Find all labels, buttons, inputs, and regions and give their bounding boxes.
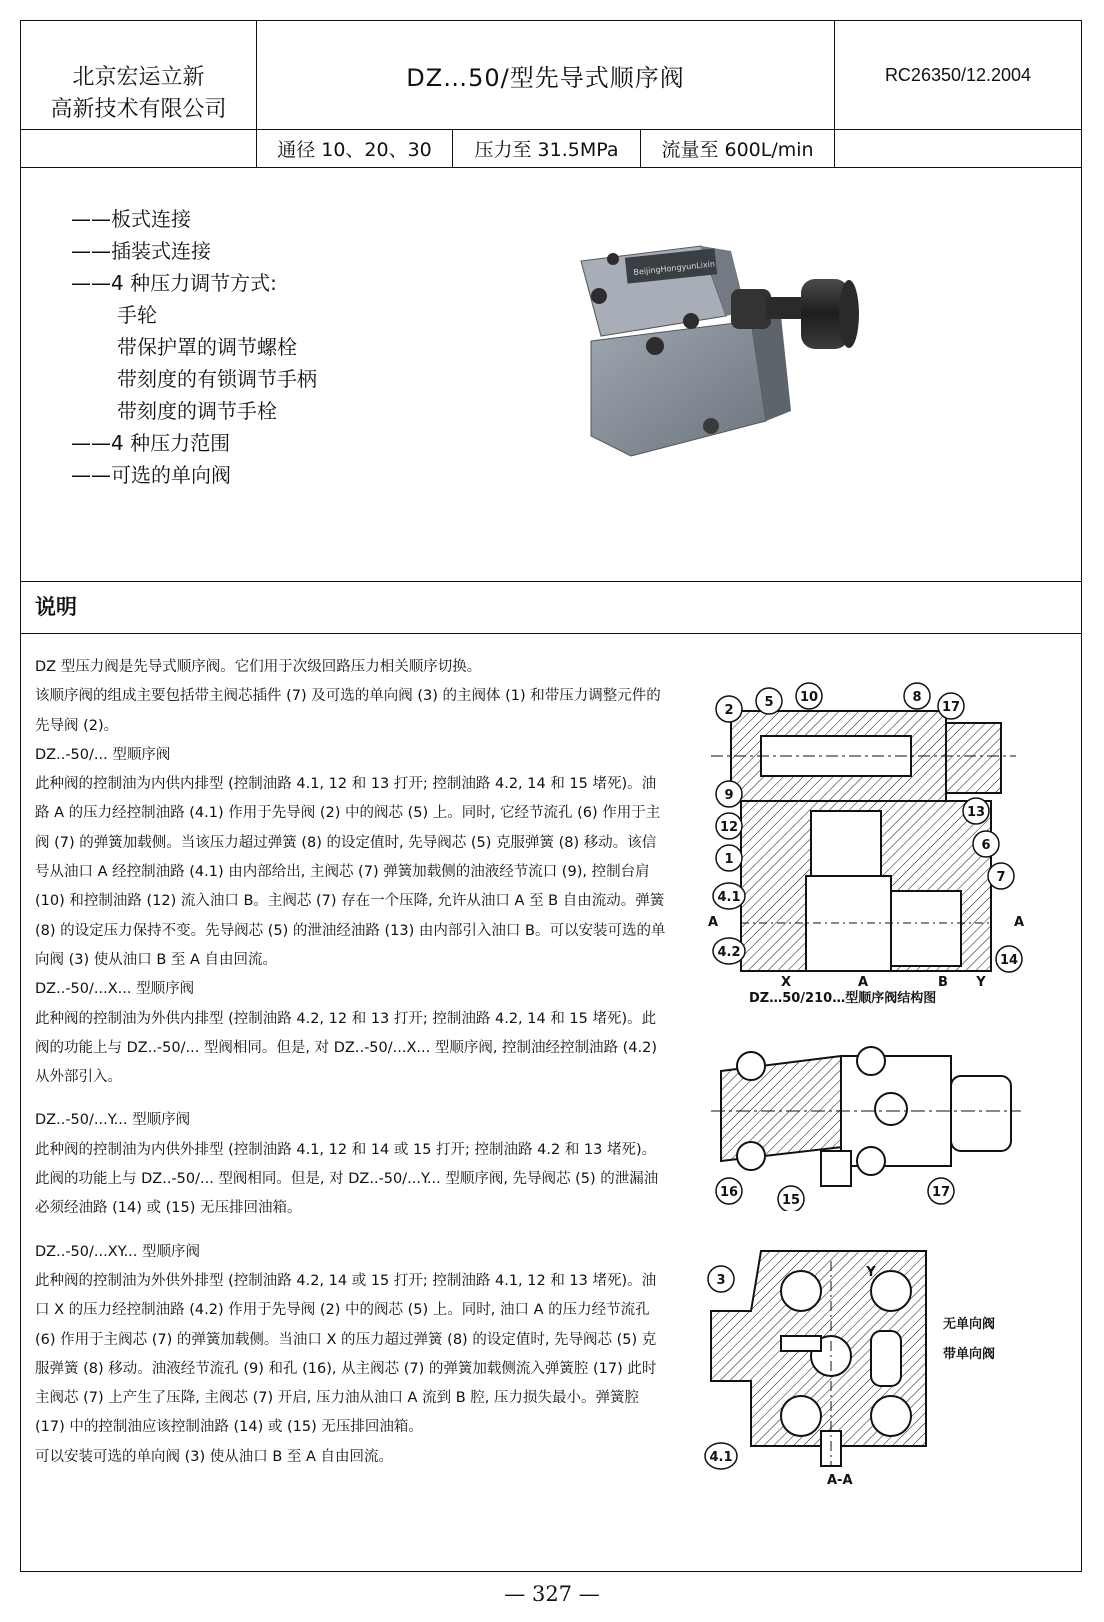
callout: 7: [996, 870, 1006, 885]
paragraph: 此种阀的控制油为内供内排型 (控制油路 4.1, 12 和 13 打开; 控制油路 4.2, 14 和 15 堵死)。油路 A 的压力经控制油路 (4.1) 作用于先导阀 (2) 中的阀芯 (5) 上。同时, 它经节流孔 (6) 作用于主阀 (7) 的弹簧加载侧。当该压力超过弹簧 (8) 的设定值时, 先导阀芯 (5) 克服弹簧 (8) 移动。该信号从油口 A 经控制油路 (4.1) 由内部给出, 主阀芯 (7) 弹簧加载侧的油液经节流口 (9), 控制台肩 (10) 和控制油路 (12) 流入油口 B。主阀芯 (7) 存在一个压降, 允许从油口 A 至 B 自由流动。弹簧 (8) 的设定压力保持不变。先导阀芯 (5) 的泄油经油路 (13) 由内部引入油口 B。可以安装可选的单向阀 (3) 使从油口 B 至 A 自由回流。: [35, 776, 666, 968]
callout: 14: [999, 953, 1019, 968]
paragraph: 此种阀的控制油为外供内排型 (控制油路 4.2, 12 和 13 打开; 控制油路 4.2, 14 和 15 堵死)。此阀的功能上与 DZ..-50/... 型阀相同。但是, 对 DZ..-50/...X... 型顺序阀, 控制油经控制油路 (4.2) 从外部引入。: [35, 1010, 658, 1086]
company-line2: 高新技术有限公司: [50, 97, 227, 122]
callout: 15: [781, 1193, 801, 1208]
callout: 4.2: [717, 945, 741, 960]
subheading: DZ..-50/...X... 型顺序阀: [35, 981, 195, 998]
callout: 13: [966, 805, 986, 820]
callout: 17: [941, 700, 961, 715]
spec-bore: 通径 10、20、30: [257, 129, 453, 167]
feature-item: ——板式连接: [71, 207, 191, 231]
section-divider-top: [21, 581, 1081, 582]
feature-subitem: 手轮: [117, 303, 157, 327]
spec-flow: 流量至 600L/min: [641, 129, 835, 167]
paragraph: 可以安装可选的单向阀 (3) 使从油口 B 至 A 自由回流。: [35, 1448, 394, 1465]
paragraph: 该顺序阀的组成主要包括带主阀芯插件 (7) 及可选的单向阀 (3) 的主阀体 (1) 和带压力调整元件的先导阀 (2)。: [35, 688, 661, 734]
feature-subitem: 带刻度的有锁调节手柄: [117, 367, 317, 391]
valve-photo: [551, 221, 881, 471]
paragraph: 此种阀的控制油为内供外排型 (控制油路 4.1, 12 和 14 或 15 打开; 控制油路 4.2 和 13 堵死)。此阀的功能上与 DZ..-50/... 型阀相同。但是, 对 DZ..-50/...Y... 型顺序阀, 先导阀芯 (5) 的泄漏油必须经油路 (14) 或 (15) 无压排回油箱。: [35, 1141, 659, 1217]
feature-list: [71, 203, 317, 491]
callout: 17: [931, 1185, 951, 1200]
feature-item: ——4 种压力范围: [71, 431, 231, 455]
document-number: RC26350/12.2004: [884, 64, 1032, 85]
label-with-check-valve: 带单向阀: [943, 1347, 996, 1362]
callout: 10: [799, 690, 819, 705]
port-label: A: [707, 915, 719, 930]
port-label: B: [938, 975, 948, 990]
page-frame: [20, 20, 1082, 1572]
paragraph: DZ 型压力阀是先导式顺序阀。它们用于次级回路压力相关顺序切换。: [35, 659, 482, 675]
header-divider: [21, 167, 1081, 168]
spec-empty: [835, 129, 1081, 167]
axis-mark: Y: [866, 1265, 876, 1280]
section-aa-diagram: [691, 1231, 941, 1471]
diagram3-caption: A-A: [827, 1473, 853, 1488]
subheading: DZ..-50/...XY... 型顺序阀: [35, 1243, 201, 1260]
company-line1: 北京宏运立新: [72, 65, 205, 90]
spec-row: [257, 129, 1081, 167]
subheading: DZ..-50/...Y... 型顺序阀: [35, 1112, 191, 1129]
paragraph: 此种阀的控制油为外供外排型 (控制油路 4.2, 14 或 15 打开; 控制油路 4.1, 12 和 13 堵死)。油口 X 的压力经控制油路 (4.2) 作用于先导阀 (2) 中的阀芯 (5) 上。同时, 油口 A 的压力经节流孔 (6) 作用于主阀芯 (7) 的弹簧加载侧。当油口 X 的压力超过弹簧 (8) 的设定值时, 先导阀芯 (5) 克服弹簧 (8) 移动。油液经节流孔 (9) 和孔 (16), 从主阀芯 (7) 的弹簧加载侧流入弹簧腔 (17) 此时主阀芯 (7) 上产生了压降, 主阀芯 (7) 开启, 压力油从油口 A 流到 B 腔, 压力损失最小。弹簧腔 (17) 中的控制油应该控制油路 (14) 或 (15) 无压排回油箱。: [35, 1272, 657, 1436]
port-label: A: [1013, 915, 1025, 930]
section-divider-bottom: [21, 633, 1081, 634]
callout: 1: [724, 852, 734, 867]
callout: 4.1: [709, 1450, 733, 1465]
feature-item: ——可选的单向阀: [71, 463, 231, 487]
diagram1-caption: DZ…50/210…型顺序阀结构图: [749, 991, 937, 1006]
callout: 16: [719, 1185, 739, 1200]
callout: 9: [724, 788, 734, 803]
feature-subitem: 带刻度的调节手栓: [117, 399, 277, 423]
port-label: X: [780, 975, 792, 990]
company-name: [21, 21, 257, 167]
description-text: [35, 653, 667, 1472]
callout: 4.1: [717, 890, 741, 905]
document-title: DZ…50/型先导式顺序阀: [257, 21, 835, 129]
feature-item: ——4 种压力调节方式:: [71, 271, 277, 295]
feature-subitem: 带保护罩的调节螺栓: [117, 335, 297, 359]
callout: 12: [719, 820, 739, 835]
callout: 6: [981, 838, 991, 853]
section-title: 说明: [35, 595, 77, 619]
callout: 3: [716, 1273, 726, 1288]
feature-item: ——插装式连接: [71, 239, 211, 263]
photo-brand: BeijingHongyunLixin: [632, 259, 716, 277]
callout: 5: [764, 695, 774, 710]
top-view-diagram: [691, 1031, 1031, 1211]
structure-diagram: [691, 661, 1031, 991]
port-label: A: [857, 975, 869, 990]
label-no-check-valve: 无单向阀: [943, 1317, 996, 1332]
spec-pressure: 压力至 31.5MPa: [453, 129, 641, 167]
callout: 8: [912, 690, 922, 705]
port-label: Y: [976, 975, 986, 990]
subheading: DZ..-50/... 型顺序阀: [35, 746, 171, 763]
callout: 2: [724, 703, 734, 718]
page-number: — 327 —: [504, 1582, 600, 1606]
